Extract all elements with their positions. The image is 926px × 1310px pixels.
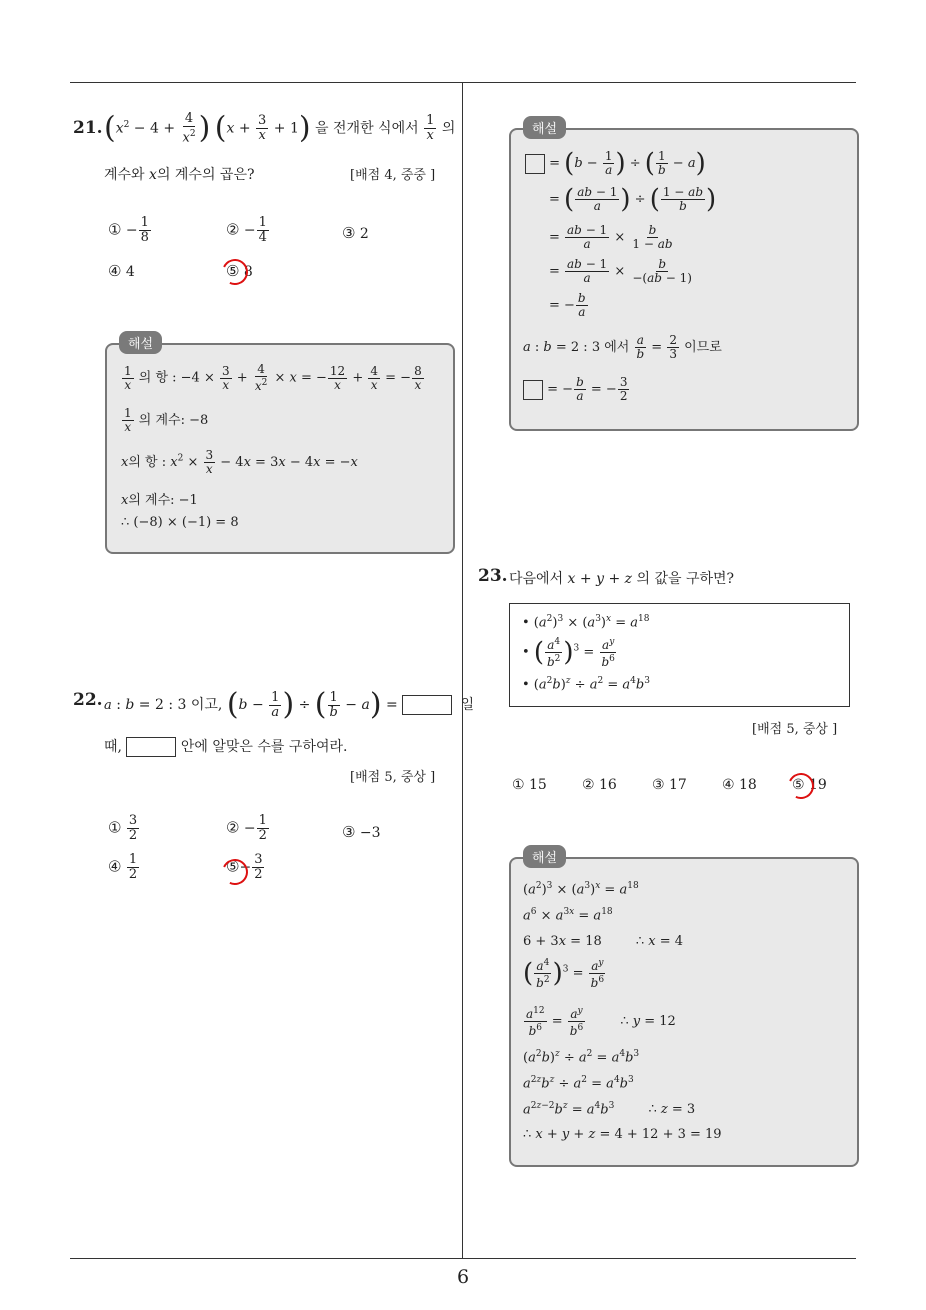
q21-choice-2[interactable]: ② − $\frac{1}{4}$ [226, 215, 267, 245]
q23-choice-2[interactable]: ② 16 [582, 777, 617, 793]
q23-conditions-box [509, 603, 850, 707]
q22-sol-line-4: = $\frac{ab - 1}{a}$ × $\frac{b}{-(ab - 1)}$ [549, 257, 692, 285]
q23-sol-line-8: $a^{2z-2}b^z = a^4b^3$ ∴ z = 3 [523, 1101, 696, 1118]
q23-sol-line-3: 6 + 3x = 18 ∴ x = 4 [523, 934, 684, 949]
q23-choice-1[interactable]: ① 15 [512, 777, 547, 793]
answer-mark-icon [784, 769, 817, 802]
solution-tag: 해설 [523, 845, 566, 868]
q22-sol-line-6: a : b = 2 : 3 에서 $\frac{a}{b}$ = $\frac{2}{3}$ 이므로 [523, 333, 722, 361]
q21-choice-5[interactable]: ⑤ 8 [226, 262, 253, 280]
q21-number: 21. [73, 118, 103, 138]
q21-choice-3[interactable]: ③ 2 [342, 224, 369, 242]
answer-blank-2 [126, 737, 176, 757]
q21-sol-line-2: $\frac{1}{x}$ 의 계수: −8 [124, 406, 209, 434]
q21-sol-line-3: x의 항 : $x^2$ × $\frac{3}{x}$ − 4x = 3x − 4x = −x [121, 448, 358, 476]
bottom-rule [70, 1258, 856, 1259]
q23-sol-line-5: $\frac{a^{12}}{b^6}$ = $\frac{a^y}{b^6}$ ∴ y = 12 [526, 1006, 676, 1038]
q23-solution-panel [509, 851, 859, 1167]
q21-expression: ($x^2 - 4$ + $\frac{4}{x^2}$ ) (x + $\frac{3}{x}$ + 1) 을 전개한 식에서 $\frac{1}{x}$ 의 [104, 110, 456, 146]
q22-line2b: 안에 알맞은 수를 구하여라. [180, 739, 348, 755]
q22-choice-4[interactable]: ④ $\frac{1}{2}$ [108, 852, 138, 882]
q22-choice-1[interactable]: ① $\frac{3}{2}$ [108, 813, 138, 843]
page-number: 6 [456, 1266, 470, 1288]
q21-sol-line-4: x의 계수: −1 [121, 493, 198, 508]
q23-condition-1: • $(a^2)^3 \times (a^3)^x = a^{18}$ [522, 614, 650, 631]
q21-sol-line-5: ∴ (−8) × (−1) = 8 [121, 515, 239, 530]
q21-score: [배점 4, 중중 ] [350, 168, 436, 183]
q21-choice-4[interactable]: ④ 4 [108, 262, 135, 280]
q22-solution-panel [509, 122, 859, 431]
q23-sol-line-6: $(a^2b)^z \div a^2 = a^4b^3$ [523, 1049, 640, 1066]
q23-sol-line-1: $(a^2)^3 \times (a^3)^x = a^{18}$ [523, 881, 639, 898]
q23-sol-line-4: ( $\frac{a^4}{b^2}$ )$^3$ = $\frac{a^y}{b^6}$ [523, 958, 605, 990]
solution-tag: 해설 [119, 331, 162, 354]
q21-text-mid: 을 전개한 식에서 [315, 120, 419, 137]
q23-question: 다음에서 x + y + z 의 값을 구하면? [509, 571, 735, 587]
q21-sol-line-1: $\frac{1}{x}$ 의 항 : −4 × $\frac{3}{x}$ + $\frac{4}{x^2}$ × x = − $\frac{12}{x}$ + $\frac{4}{x}$ = − $\frac{8}{x}$ [124, 362, 422, 393]
q22-choice-5[interactable]: ⑤− $\frac{3}{2}$ [226, 852, 263, 882]
q22-choice-3[interactable]: ③ −3 [342, 823, 381, 841]
q23-sol-line-7: $a^{2z}b^z \div a^2 = a^4b^3$ [523, 1075, 634, 1092]
q23-score: [배점 5, 중상 ] [752, 722, 838, 737]
q23-sol-line-9: ∴ x + y + z = 4 + 12 + 3 = 19 [523, 1127, 722, 1142]
q21-line2: 계수와 x의 계수의 곱은? [104, 167, 255, 183]
answer-blank [402, 695, 452, 715]
q22-number: 22. [73, 690, 103, 710]
q22-line2a: 때, [104, 739, 122, 755]
solution-tag: 해설 [523, 116, 566, 139]
q23-choice-5[interactable]: ⑤ 19 [792, 777, 827, 793]
q22-tail: 일 [460, 697, 475, 713]
q23-sol-line-2: $a^6 \times a^{3x} = a^{18}$ [523, 907, 613, 924]
top-rule [70, 82, 856, 83]
q22-sol-line-2: = ( $\frac{ab - 1}{a}$ ) ÷ ( $\frac{1 - ab}{b}$ ) [549, 184, 717, 215]
q22-sol-line-1: = (b − $\frac{1}{a}$ ) ÷ ( $\frac{1}{b}$ − a) [525, 150, 706, 177]
q21-choice-1[interactable]: ① − $\frac{1}{8}$ [108, 215, 149, 245]
q21-text-end: 의 [441, 120, 456, 137]
q21-solution-panel [105, 337, 455, 554]
column-divider [462, 83, 463, 1259]
q22-question: a : b = 2 : 3 이고, (b − $\frac{1}{a}$ ) ÷ ( $\frac{1}{b}$ − a) = 일 [104, 687, 475, 722]
q23-choice-3[interactable]: ③ 17 [652, 777, 687, 793]
q23-choice-4[interactable]: ④ 18 [722, 777, 757, 793]
q22-sol-line-5: = − $\frac{b}{a}$ [549, 291, 586, 319]
q22-choice-2[interactable]: ② − $\frac{1}{2}$ [226, 813, 267, 843]
q22-sol-line-7: = − $\frac{b}{a}$ = − $\frac{3}{2}$ [523, 376, 630, 403]
q23-condition-2: • ( $\frac{a^4}{b^2}$ )$^3$ = $\frac{a^y}{b^6}$ [522, 637, 615, 669]
answer-mark-icon [218, 255, 251, 288]
q22-sol-line-3: = $\frac{ab - 1}{a}$ × $\frac{b}{1 - ab}$ [549, 223, 673, 251]
q22-line2 [104, 736, 347, 757]
q23-number: 23. [478, 566, 508, 586]
q23-condition-3: • $(a^2b)^z \div a^2 = a^4b^3$ [522, 676, 650, 693]
q22-score: [배점 5, 중상 ] [350, 770, 436, 785]
